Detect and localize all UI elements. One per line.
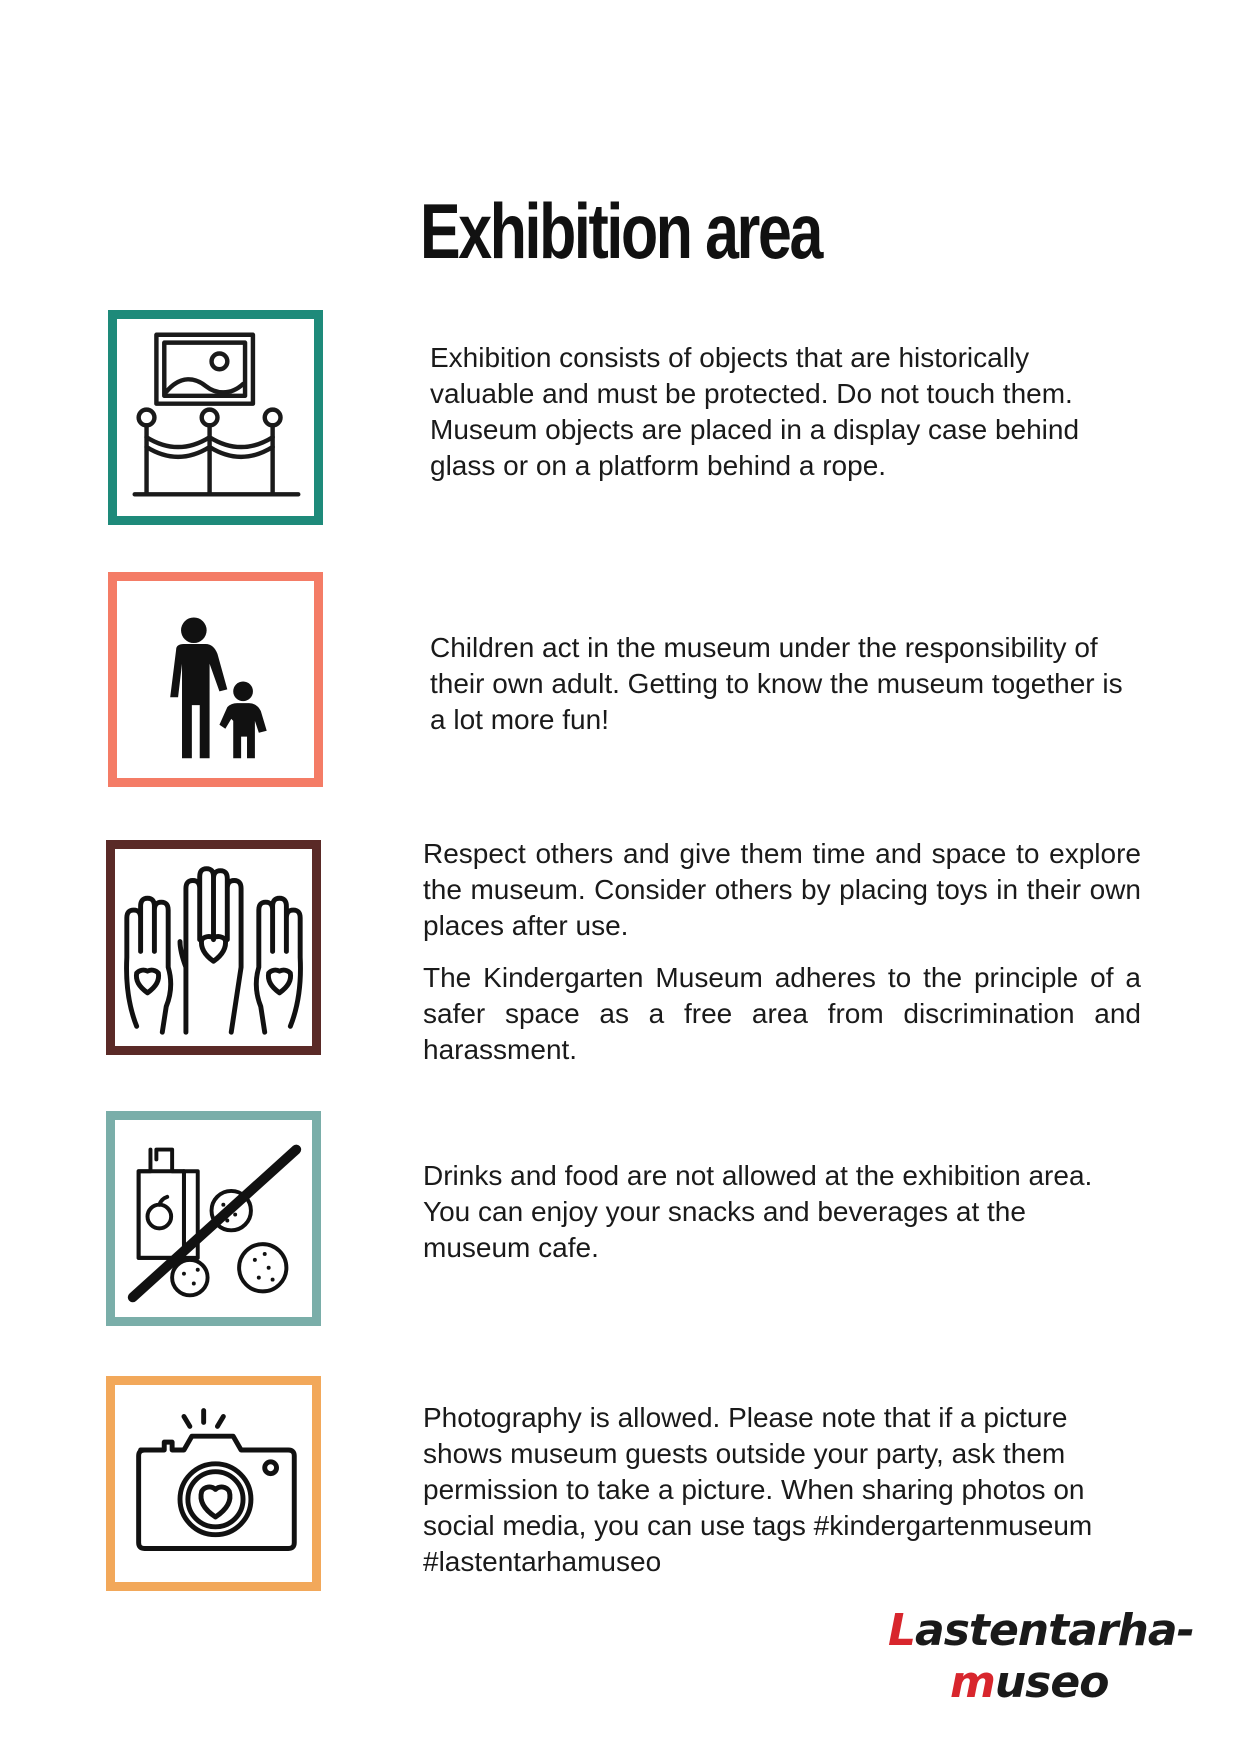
rule-paragraph: Respect others and give them time and space to explore the museum. Consider others by placing toys in their own places after use. xyxy=(423,838,1141,941)
logo-line-2: museo xyxy=(950,1657,1109,1708)
lastentarhamuseo-logo xyxy=(880,1605,1194,1725)
rule-icon-exhibition xyxy=(108,310,323,525)
rule-text-exhibition xyxy=(430,340,1130,500)
rule-paragraph: Drinks and food are not allowed at the exhibition area. You can enjoy your snacks and beverages at the museum cafe. xyxy=(423,1160,1093,1263)
logo-line-1: Lastentarha- xyxy=(888,1605,1194,1656)
rule-paragraph: Exhibition consists of objects that are historically valuable and must be protected. Do not touch them. Museum objects are placed in a display case behind glass or on a platform behind a rope. xyxy=(430,342,1080,481)
framed-picture-rope-barrier-icon xyxy=(117,319,314,516)
rule-icon-respect xyxy=(106,840,321,1055)
rule-text-children xyxy=(430,630,1140,754)
no-food-drink-icon xyxy=(115,1120,312,1317)
rule-paragraph: Photography is allowed. Please note that if a picture shows museum guests outside your party, ask them permission to take a picture. When sharing photos on social media, you can use tags #kindergartenmuseum #lastentarhamuseo xyxy=(423,1402,1093,1577)
rule-text-respect xyxy=(423,836,1141,1084)
rule-text-no-food xyxy=(423,1158,1141,1282)
rule-paragraph: The Kindergarten Museum adheres to the principle of a safer space as a free area from discrimination and harassment. xyxy=(423,962,1141,1065)
camera-heart-icon xyxy=(115,1385,312,1582)
adult-with-child-icon xyxy=(117,581,314,778)
rule-paragraph: Children act in the museum under the responsibility of their own adult. Getting to know the museum together is a lot more fun! xyxy=(430,632,1123,735)
raised-hands-with-hearts-icon xyxy=(115,849,312,1046)
rule-icon-no-food xyxy=(106,1111,321,1326)
page-title: Exhibition area xyxy=(419,187,822,276)
rule-text-photography xyxy=(423,1400,1141,1596)
rule-icon-photography xyxy=(106,1376,321,1591)
rule-icon-children xyxy=(108,572,323,787)
